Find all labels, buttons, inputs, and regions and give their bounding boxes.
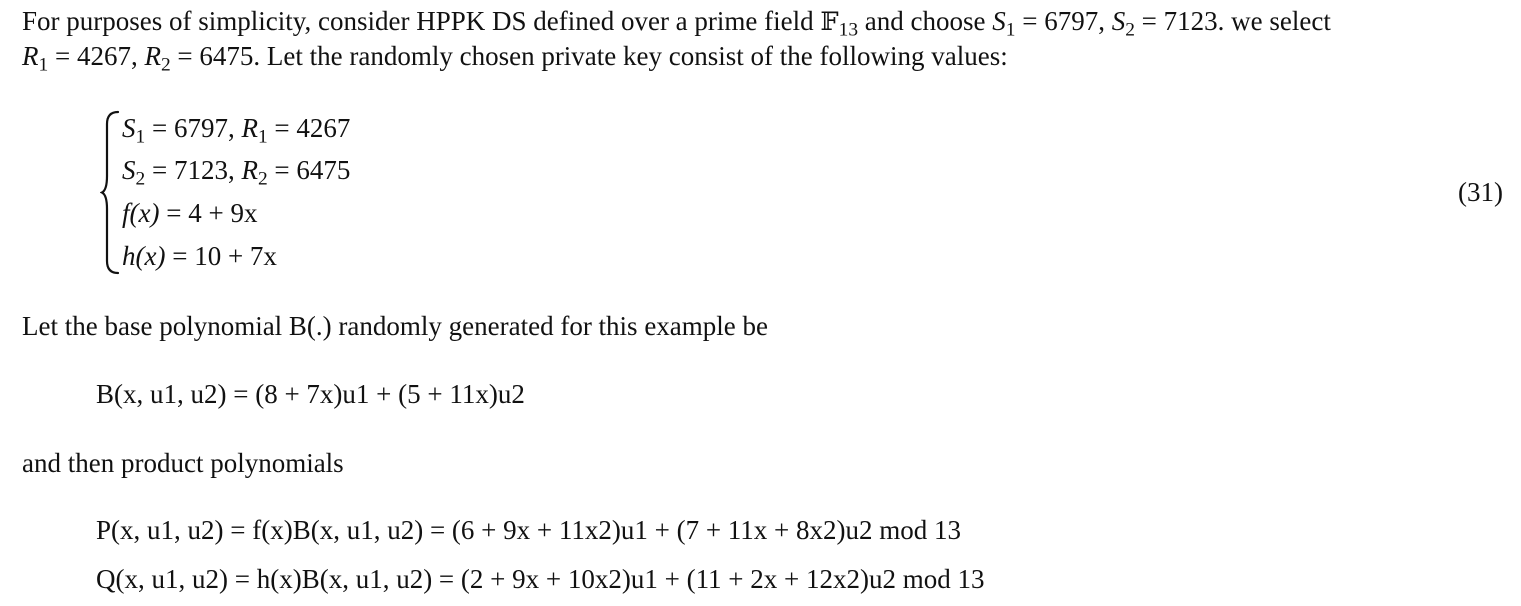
row2-r-subscript: 2	[257, 168, 268, 190]
product-polynomials-text: and then product polynomials	[22, 448, 344, 478]
s2-value: = 7123. we select	[1134, 6, 1331, 36]
system-row-2	[122, 155, 351, 190]
p-polynomial-equation: P(x, u1, u2) = f(x)B(x, u1, u2) = (6 + 9x + 11x2)u1 + (7 + 11x + 8x2)u2 mod 13	[96, 515, 962, 545]
row2-s-subscript: 2	[135, 168, 146, 190]
intro-text-start: For purposes of simplicity, consider HPPK DS defined over a prime field	[22, 6, 821, 36]
row2-s-symbol: S	[122, 155, 136, 185]
r2-subscript: 2	[160, 54, 171, 76]
intro-text-mid: and choose	[858, 6, 993, 36]
row1-s-value: = 6797,	[145, 113, 242, 143]
s2-symbol: S	[1111, 6, 1126, 36]
equation-number: (31)	[1458, 177, 1503, 207]
row3-function: f	[122, 198, 130, 228]
row2-r-value: = 6475	[267, 155, 351, 185]
s1-symbol: S	[992, 6, 1006, 36]
r2-symbol: R	[144, 41, 161, 71]
row1-r-symbol: R	[241, 113, 258, 143]
row1-s-symbol: S	[122, 113, 136, 143]
row1-r-subscript: 1	[257, 126, 268, 148]
base-polynomial-equation: B(x, u1, u2) = (8 + 7x)u1 + (5 + 11x)u2	[96, 379, 525, 409]
base-polynomial-text: Let the base polynomial B(.) randomly generated for this example be	[22, 311, 769, 341]
system-row-3	[122, 200, 257, 227]
field-symbol: 𝔽	[820, 7, 839, 37]
s1-value: = 6797,	[1015, 6, 1112, 36]
row2-s-value: = 7123,	[145, 155, 242, 185]
field-subscript: 13	[838, 19, 859, 41]
r1-subscript: 1	[38, 54, 49, 76]
intro-line-2	[22, 41, 1008, 76]
r1-value: = 4267,	[48, 41, 145, 71]
row3-rhs: = 4 + 9x	[159, 198, 258, 228]
row2-r-symbol: R	[241, 155, 258, 185]
row4-rhs: = 10 + 7x	[165, 241, 277, 271]
system-row-4	[122, 243, 277, 270]
row4-function: h	[122, 241, 136, 271]
system-row-1	[122, 113, 351, 148]
r2-value: = 6475. Let the randomly chosen private key consist of the following values:	[170, 41, 1008, 71]
row3-argument: (x)	[129, 198, 160, 228]
s1-subscript: 1	[1005, 19, 1016, 41]
r1-symbol: R	[22, 41, 39, 71]
s2-subscript: 2	[1125, 19, 1135, 41]
row4-argument: (x)	[135, 241, 166, 271]
q-polynomial-equation: Q(x, u1, u2) = h(x)B(x, u1, u2) = (2 + 9x + 10x2)u1 + (11 + 2x + 12x2)u2 mod 13	[96, 564, 985, 594]
left-brace-icon	[100, 110, 120, 275]
row1-s-subscript: 1	[135, 126, 146, 148]
intro-line-1	[22, 6, 1331, 41]
row1-r-value: = 4267	[267, 113, 351, 143]
